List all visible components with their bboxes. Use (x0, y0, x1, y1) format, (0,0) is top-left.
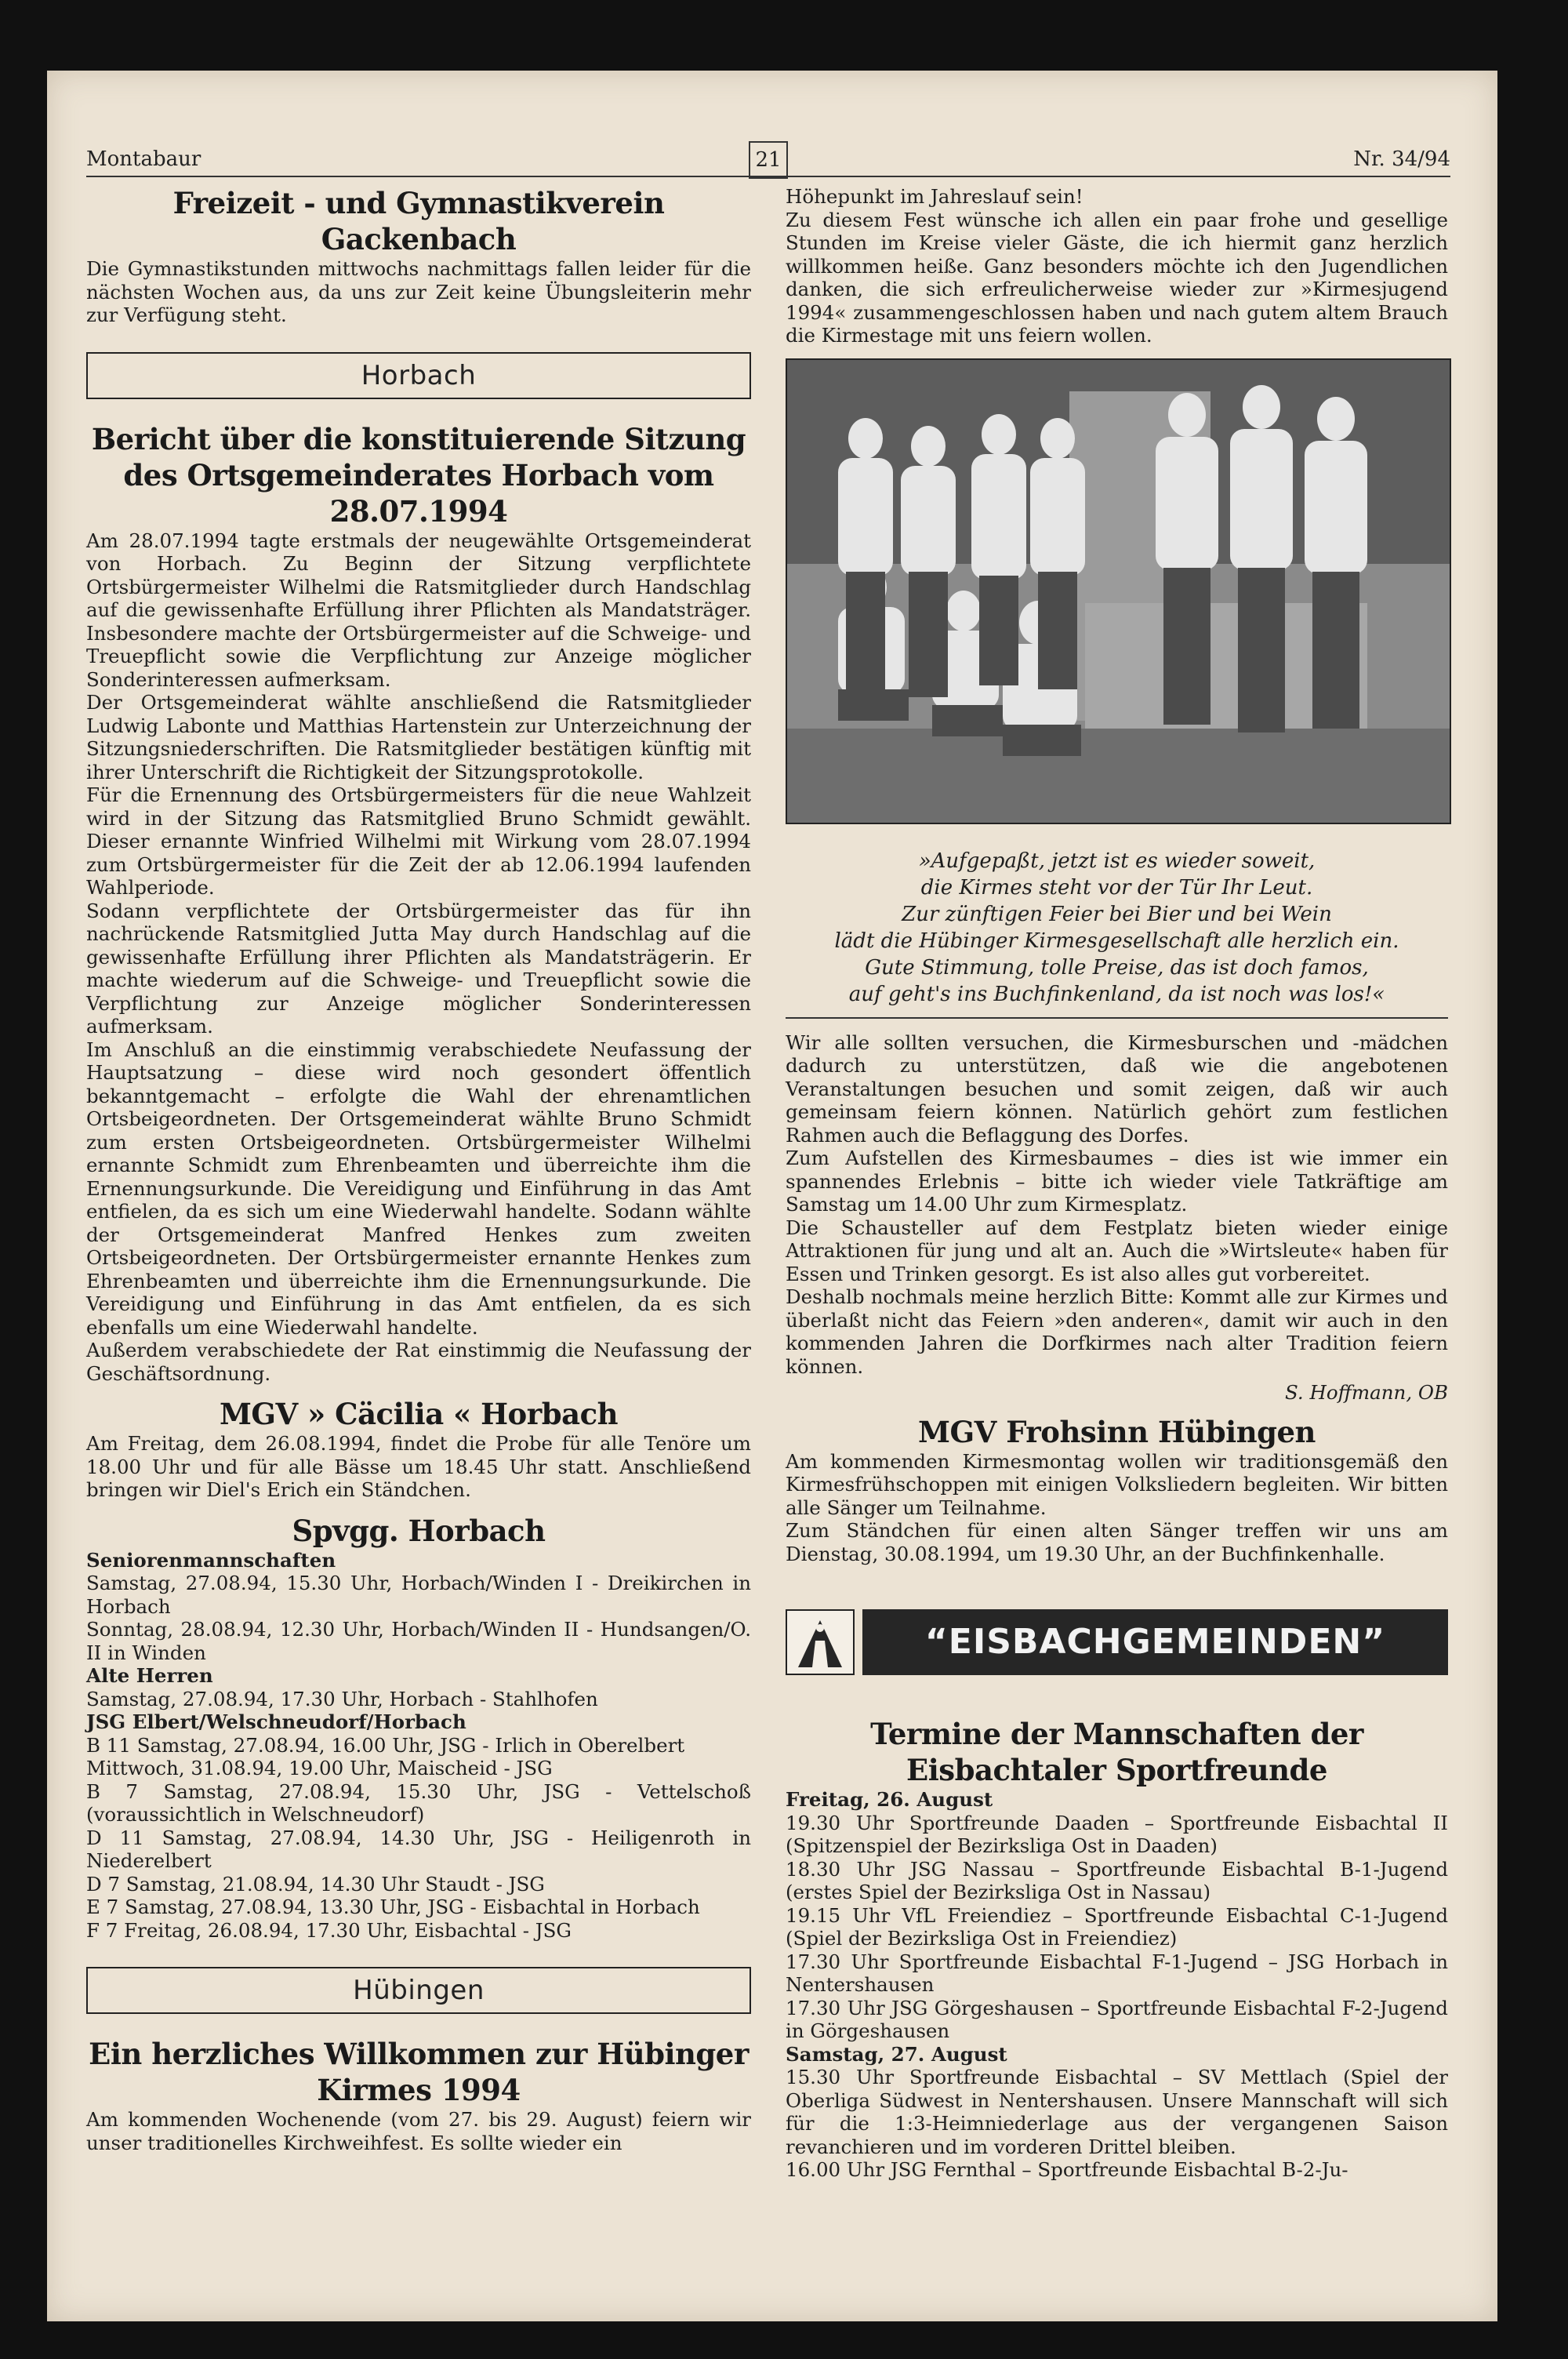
spvgg-title: Spvgg. Horbach (292, 1513, 546, 1548)
poem-line: die Kirmes steht vor der Tür Ihr Leut. (920, 875, 1313, 900)
gym-text: Die Gymnastikstunden mittwochs nachmittags fallen leider für die nächsten Wochen aus, da uns zur Zeit keine Übungsleiterin mehr zur Verfügung steht. (86, 257, 751, 326)
frohsinn-text: Zum Ständchen für einen alten Sänger treffen wir uns am Dienstag, 30.08.1994, um 19.30 Uhr, an der Buchfinkenhalle. (786, 1519, 1448, 1565)
eisbach-logo-icon (786, 1609, 855, 1675)
kirmes-text: Deshalb nochmals meine herzlich Bitte: Kommt alle zur Kirmes und überlaßt nicht das Feiern »den anderen«, damit wir auch in den kommenden Jahren die Dorfkirmes nach alter Tradition feiern können. (786, 1285, 1448, 1378)
report-paragraph: Im Anschluß an die einstimmig verabschiedete Neufassung der Hauptsatzung – diese wird noch gesondert öffentlich bekanntgemacht – erfolgte die Wahl der ehrenamtlichen Ortsbeigeordneten. Der Ortsgemeinderat wählte Bruno Schmidt zum ersten Ortsbeigeordneten. Ortsbürgermeister Wilhelmi ernannte Schmidt zum Ehrenbeamten und überreichte ihm die Ernennungsurkunde. Die Vereidigung und Einführung in das Amt entfielen, da es sich um eine Wiederwahl handelte. Sodann wählte der Ortsgemeinderat Manfred Henkes zum zweiten Ortsbeigeordneten. Der Ortsbürgermeister ernannte Henkes zum Ehrenbeamten und überreichte ihm die Ernennungsurkunde. Die Vereidigung und Einführung in das Amt entfielen, da es sich ebenfalls um eine Wiederwahl handelte. (86, 1038, 751, 1339)
kirmes-poem (786, 848, 1448, 1019)
report-paragraph: Außerdem verabschiedete der Rat einstimmig die Neufassung der Geschäftsordnung. (86, 1339, 751, 1385)
friday-heading: Freitag, 26. August (786, 1788, 993, 1811)
saturday-heading: Samstag, 27. August (786, 2042, 1007, 2066)
kirmes-title: Ein herzliches Willkommen zur Hübinger Kirmes 1994 (89, 2037, 749, 2107)
eisbach-banner-text: “EISBACHGEMEINDEN” (862, 1609, 1448, 1675)
alte-herren-heading: Alte Herren (86, 1664, 213, 1687)
fixture-line: Sonntag, 28.08.94, 12.30 Uhr, Horbach/Winden II - Hundsangen/O. II in Winden (86, 1618, 751, 1664)
group-photo-illustration (787, 360, 1450, 823)
fixture-line: 16.00 Uhr JSG Fernthal – Sportfreunde Eisbachtal B-2-Ju- (786, 2158, 1348, 2181)
kirmes-text: Wir alle sollten versuchen, die Kirmesburschen und -mädchen dadurch zu unterstützen, daß wie die angebotenen Veranstaltungen besuchen und somit zeigen, daß wir auch gemeinsam feiern können. Natürlich gehört zum festlichen Rahmen auch die Beflaggung des Dorfes. (786, 1030, 1448, 1147)
kirmes-text: Am kommenden Wochenende (vom 27. bis 29. August) feiern wir unser traditionelles Kirchweihfest. Es sollte wieder ein (86, 2108, 751, 2154)
left-column (86, 185, 751, 2154)
fixture-line: 19.15 Uhr VfL Freiendiez – Sportfreunde Eisbachtal C-1-Jugend (Spiel der Bezirksliga Ost in Freiendiez) (786, 1903, 1448, 1950)
poem-line: auf geht's ins Buchfinkenland, da ist noch was los!« (848, 982, 1385, 1006)
right-column (786, 185, 1448, 2182)
fixture-line: Samstag, 27.08.94, 15.30 Uhr, Horbach/Winden I - Dreikirchen in Horbach (86, 1572, 751, 1618)
report-paragraph: Für die Ernennung des Ortsbürgermeisters für die neue Wahlzeit wird in der Sitzung das Ratsmitglied Bruno Schmidt gewählt. Dieser ernannte Winfried Wilhelmi mit Wirkung vom 28.07.1994 zum Ortsbürgermeister für die Zeit der ab 12.06.1994 laufenden Wahlperiode. (86, 783, 751, 899)
fixture-line: Samstag, 27.08.94, 17.30 Uhr, Horbach - Stahlhofen (86, 1687, 598, 1710)
fixture-line: Mittwoch, 31.08.94, 19.00 Uhr, Maischeid - JSG (86, 1757, 553, 1779)
gym-title: Freizeit - und Gymnastikverein Gackenbach (172, 186, 665, 256)
report-paragraph: Sodann verpflichtete der Ortsbürgermeister das für ihn nachrückende Ratsmitglied Jutta May durch Handschlag auf die gewissenhafte Erfüllung ihrer Pflichten als Mandatsträgerin. Er machte wiederum auf die Schweige- und Treuepflicht sowie die Verpflichtung zur Anzeige möglicher Sonderinteressen aufmerksam. (86, 899, 751, 1038)
fixture-line: 17.30 Uhr JSG Görgeshausen – Sportfreunde Eisbachtal F-2-Jugend in Görgeshausen (786, 1996, 1448, 2042)
issue-number: Nr. 34/94 (1353, 147, 1450, 171)
page-number: 21 (749, 141, 788, 179)
kirmes-text: Zum Aufstellen des Kirmesbaumes – dies ist wie immer ein spannendes Erlebnis – bitte ich wieder viele Tatkräftige am Samstag um 14.00 Uhr zum Kirmesplatz. (786, 1147, 1448, 1216)
section-horbach: Horbach (86, 352, 751, 399)
frohsinn-title: MGV Frohsinn Hübingen (918, 1414, 1316, 1449)
fixture-line: D 11 Samstag, 27.08.94, 14.30 Uhr, JSG - Heiligenroth in Niederelbert (86, 1826, 751, 1872)
fixture-line: D 7 Samstag, 21.08.94, 14.30 Uhr Staudt - JSG (86, 1872, 545, 1896)
report-paragraph: Der Ortsgemeinderat wählte anschließend die Ratsmitglieder Ludwig Labonte und Matthias Hartenstein zur Unterzeichnung der Sitzungsniederschriften. Die Ratsmitglieder bestätigen künftig mit ihrer Unterschrift die Richtigkeit der Sitzungsprotokolle. (86, 691, 751, 783)
fixture-line: B 11 Samstag, 27.08.94, 16.00 Uhr, JSG - Irlich in Oberelbert (86, 1733, 685, 1757)
kirmes-intro: Höhepunkt im Jahreslauf sein! (786, 185, 1083, 208)
header-town: Montabaur (86, 147, 201, 171)
report-paragraph: Am 28.07.1994 tagte erstmals der neugewählte Ortsgemeinderat von Horbach. Zu Beginn der Sitzung verpflichtete Ortsbürgermeister Wilhelmi die Ratsmitglieder durch Handschlag auf die gewissenhafte Erfüllung ihrer Pflichten als Mandatsträger. Insbesondere machte der Ortsbürgermeister auf die Schweige- und Treuepflicht sowie die Verpflichtung zur Anzeige möglicher Sonderinteressen aufmerksam. (86, 529, 751, 691)
poem-line: lädt die Hübinger Kirmesgesellschaft alle herzlich ein. (834, 929, 1399, 953)
mgv-caecilia-text: Am Freitag, dem 26.08.1994, findet die Probe für alle Tenöre um 18.00 Uhr und für alle Bässe um 18.45 Uhr statt. Anschließend bringen wir Diel's Erich ein Ständchen. (86, 1432, 751, 1501)
fixture-line: 17.30 Uhr Sportfreunde Eisbachtal F-1-Jugend – JSG Horbach in Nentershausen (786, 1950, 1448, 1996)
frohsinn-text: Am kommenden Kirmesmontag wollen wir traditionsgemäß den Kirmesfrühschoppen mit einigen Volksliedern begleiten. Wir bitten alle Sänger um Teilnahme. (786, 1449, 1448, 1519)
senior-heading: Seniorenmannschaften (86, 1548, 336, 1572)
eisbach-banner (786, 1609, 1448, 1675)
fixture-line: 19.30 Uhr Sportfreunde Daaden – Sportfreunde Eisbachtal II (Spitzenspiel der Bezirksliga Ost in Daaden) (786, 1811, 1448, 1857)
signature: S. Hoffmann, OB (1284, 1381, 1448, 1404)
poem-line: »Aufgepaßt, jetzt ist es wieder soweit, (918, 849, 1316, 873)
fixture-line: E 7 Samstag, 27.08.94, 13.30 Uhr, JSG - Eisbachtal in Horbach (86, 1896, 700, 1918)
fixture-line: 15.30 Uhr Sportfreunde Eisbachtal – SV Mettlach (Spiel der Oberliga Südwest in Nentershausen. Unsere Mannschaft will sich für die 1:3-Heimniederlage aus der vergangenen Saison revanchieren und im vorderen Drittel bleiben. (786, 2066, 1448, 2158)
fixture-line: B 7 Samstag, 27.08.94, 15.30 Uhr, JSG - Vettelschoß (voraussichtlich in Welschneudorf) (86, 1779, 751, 1826)
jsg-heading: JSG Elbert/Welschneudorf/Horbach (86, 1710, 466, 1733)
mgv-caecilia-title: MGV » Cäcilia « Horbach (219, 1397, 619, 1431)
page-header (86, 147, 1450, 177)
kirmes-text: Die Schausteller auf dem Festplatz bieten wieder einige Attraktionen für jung und alt an. Auch die »Wirtsleute« haben für Essen und Trinken gesorgt. Es ist also alles gut vorbereitet. (786, 1216, 1448, 1285)
termine-title: Termine der Mannschaften der Eisbachtaler Sportfreunde (870, 1717, 1363, 1787)
section-huebingen: Hübingen (86, 1967, 751, 2014)
poem-line: Zur zünftigen Feier bei Bier und bei Wein (902, 902, 1332, 926)
report-title: Bericht über die konstituierende Sitzung des Ortsgemeinderates Horbach vom 28.07.1994 (91, 421, 746, 529)
poem-line: Gute Stimmung, tolle Preise, das ist doch famos, (865, 955, 1369, 980)
kirmes-intro-text: Zu diesem Fest wünsche ich allen ein paar frohe und gesellige Stunden im Kreise vieler Gäste, die ich hiermit ganz herzlich willkommen heiße. Ganz besonders möchte ich den Jugendlichen danken, die sich erfreulicherweise wieder zur »Kirmesjugend 1994« zusammengeschlossen haben und nach gutem altem Brauch die Kirmestage mit uns feiern wollen. (786, 208, 1448, 347)
kirmesjugend-photo (786, 358, 1451, 824)
fixture-line: 18.30 Uhr JSG Nassau – Sportfreunde Eisbachtal B-1-Jugend (erstes Spiel der Bezirksliga Ost in Nassau) (786, 1857, 1448, 1903)
fixture-line: F 7 Freitag, 26.08.94, 17.30 Uhr, Eisbachtal - JSG (86, 1918, 572, 1942)
